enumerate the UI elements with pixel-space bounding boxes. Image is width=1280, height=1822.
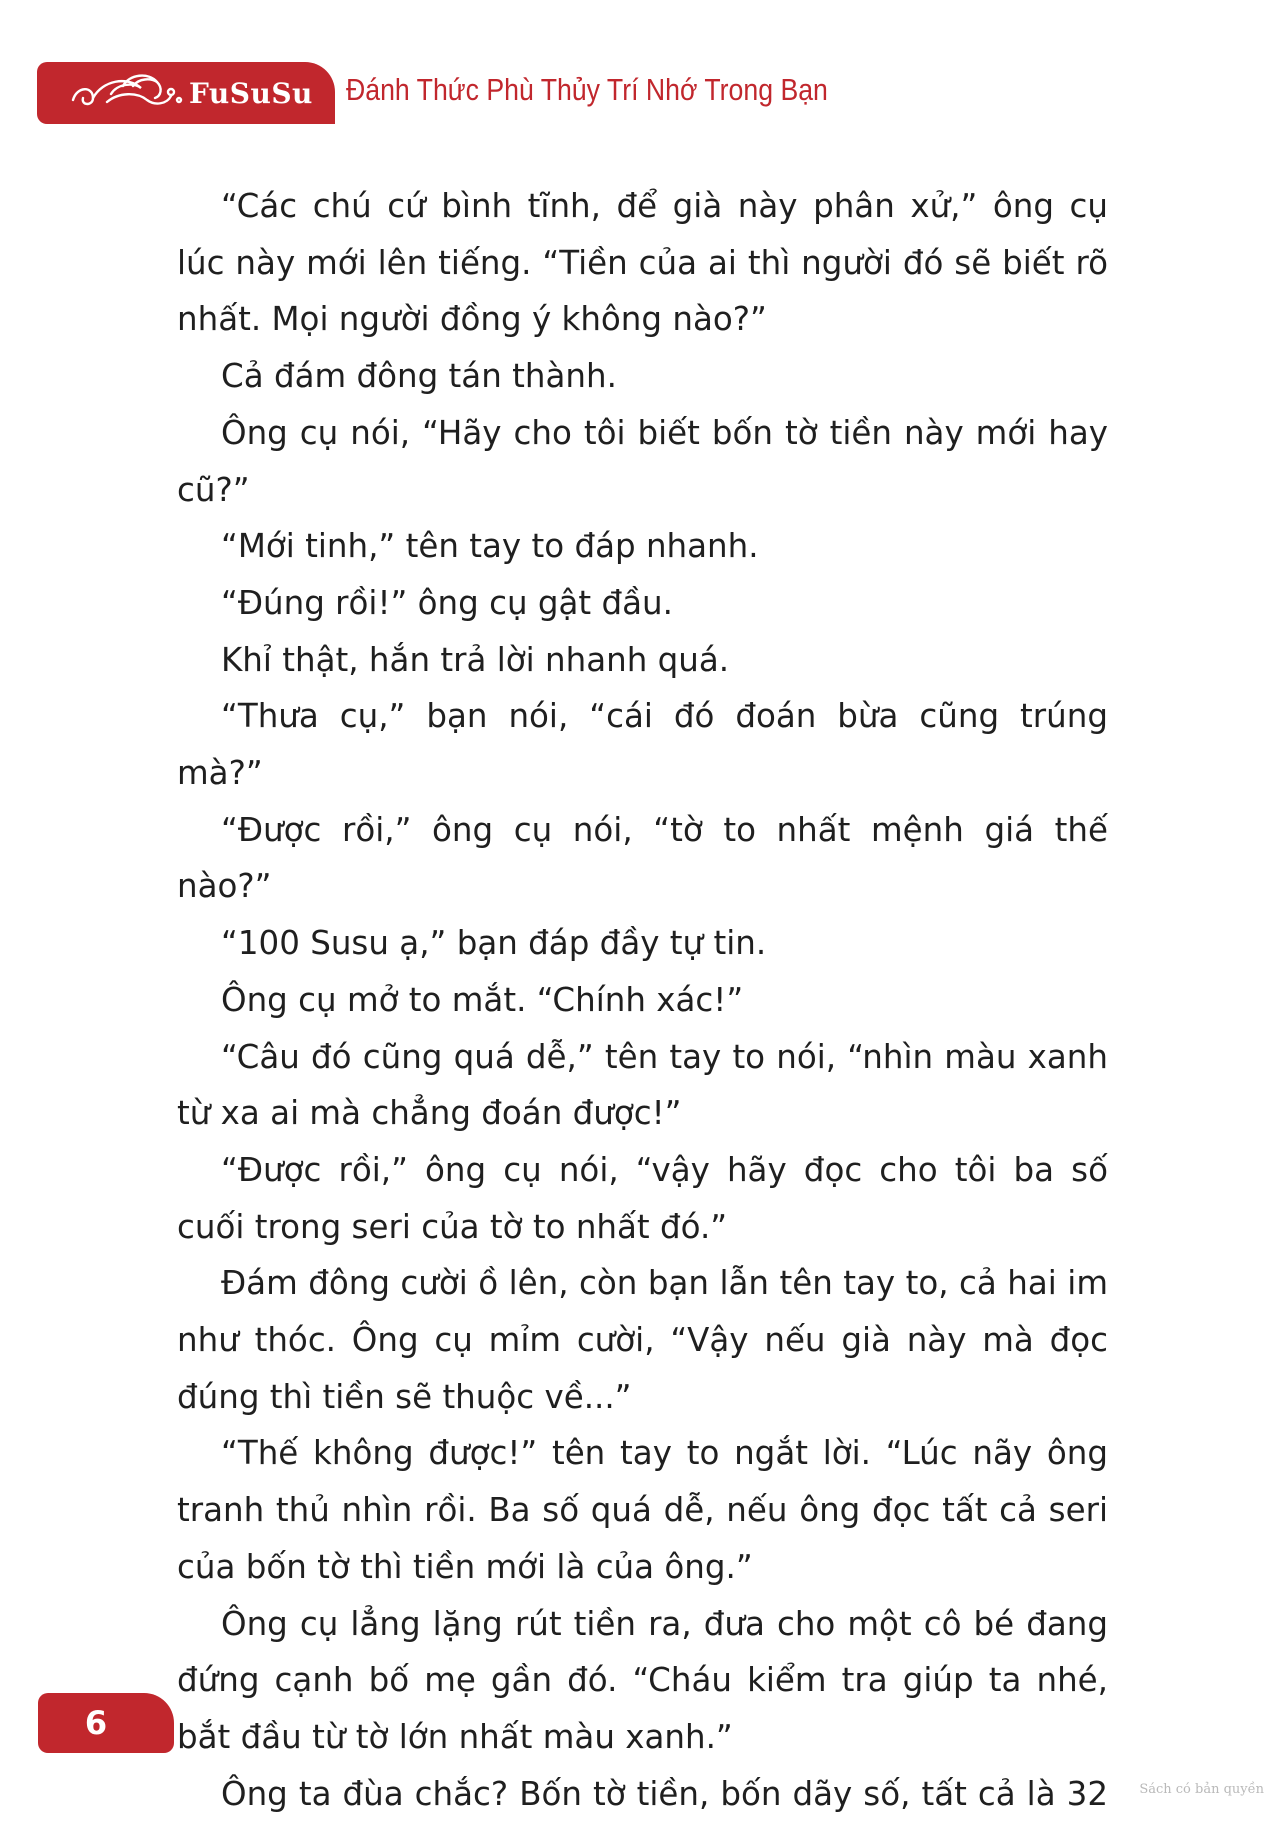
ornament-swirl-icon: [67, 70, 187, 116]
paragraph: Ông cụ nói, “Hãy cho tôi biết bốn tờ tiền này mới hay cũ?”: [177, 413, 1108, 509]
page-number: 6: [84, 1704, 108, 1742]
paragraph: “Các chú cứ bình tĩnh, để già này phân xử,” ông cụ lúc này mới lên tiếng. “Tiền của ai thì người đó sẽ biết rõ nhất. Mọi người đồng ý không nào?”: [177, 187, 1108, 339]
book-title: Đánh Thức Phù Thủy Trí Nhớ Trong Bạn: [346, 72, 828, 107]
page-number-tab: [38, 1693, 174, 1753]
paragraph: “Được rồi,” ông cụ nói, “tờ to nhất mệnh giá thế nào?”: [177, 810, 1108, 906]
paragraph: Ông cụ lẳng lặng rút tiền ra, đưa cho một cô bé đang đứng cạnh bố mẹ gần đó. “Cháu kiểm tra giúp ta nhé, bắt đầu từ tờ lớn nhất màu xanh.”: [177, 1604, 1108, 1756]
body-text: [177, 178, 1108, 1822]
header-brand-tab: [37, 62, 335, 124]
paragraph: Ông ta đùa chắc? Bốn tờ tiền, bốn dãy số, tất cả là 32: [221, 1774, 1108, 1813]
paragraph: “Mới tinh,” tên tay to đáp nhanh.: [221, 527, 759, 566]
paragraph: “Câu đó cũng quá dễ,” tên tay to nói, “nhìn màu xanh từ xa ai mà chẳng đoán được!”: [177, 1037, 1108, 1133]
paragraph: Ông cụ mở to mắt. “Chính xác!”: [221, 980, 744, 1019]
paragraph: “100 Susu ạ,” bạn đáp đầy tự tin.: [221, 924, 767, 963]
paragraph: “Được rồi,” ông cụ nói, “vậy hãy đọc cho tôi ba số cuối trong seri của tờ to nhất đó.”: [177, 1150, 1108, 1246]
paragraph: Cả đám đông tán thành.: [221, 357, 617, 396]
brand-name: FuSuSu: [189, 76, 313, 110]
paragraph: “Đúng rồi!” ông cụ gật đầu.: [221, 583, 673, 622]
paragraph: “Thưa cụ,” bạn nói, “cái đó đoán bừa cũng trúng mà?”: [177, 697, 1108, 793]
copyright-watermark: Sách có bản quyền: [1139, 1782, 1264, 1797]
paragraph: “Thế không được!” tên tay to ngắt lời. “Lúc nãy ông tranh thủ nhìn rồi. Ba số quá dễ, nếu ông đọc tất cả seri của bốn tờ thì tiền mới là của ông.”: [177, 1434, 1108, 1586]
paragraph: Khỉ thật, hắn trả lời nhanh quá.: [221, 640, 730, 679]
paragraph: Đám đông cười ồ lên, còn bạn lẫn tên tay to, cả hai im như thóc. Ông cụ mỉm cười, “Vậy nếu già này mà đọc đúng thì tiền sẽ thuộc về...”: [177, 1264, 1108, 1416]
